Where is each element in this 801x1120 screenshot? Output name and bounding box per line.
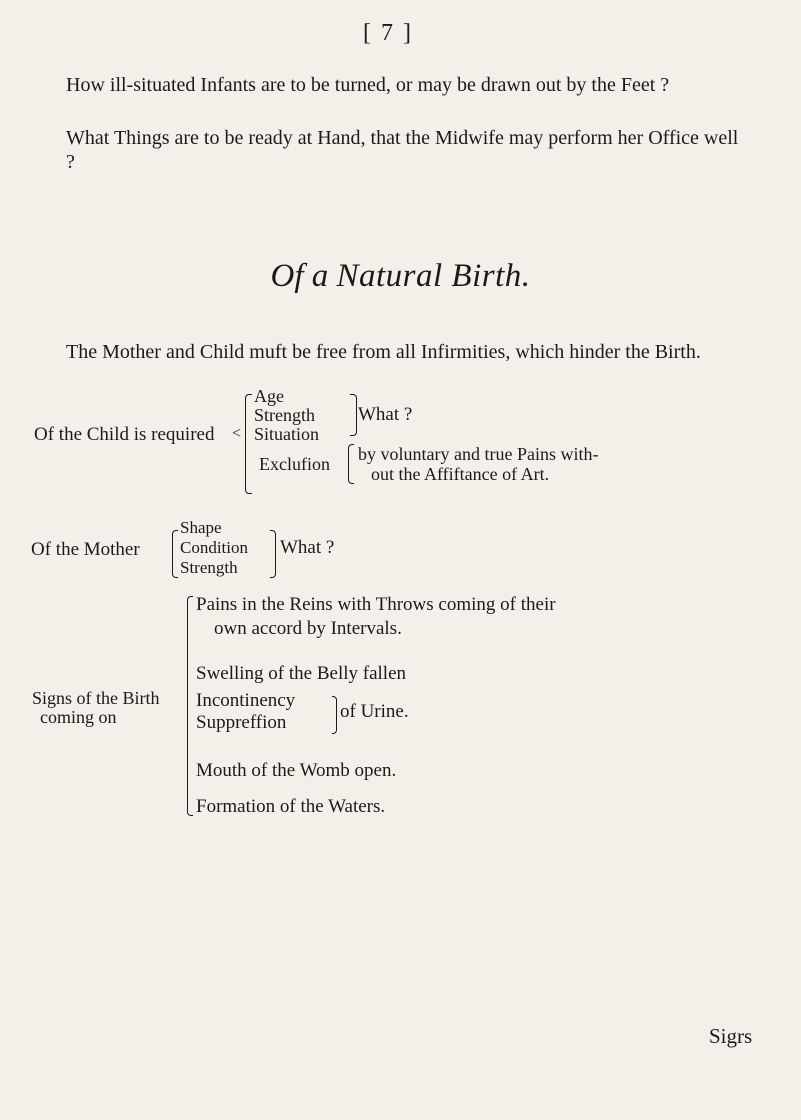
child-item-age: Age [254, 386, 284, 406]
urine-brace [332, 696, 337, 734]
signs-label-1: Signs of the Birth [32, 688, 160, 708]
signs-mouth: Mouth of the Womb open. [196, 760, 397, 781]
question-1: How ill-situated Infants are to be turned, or may be drawn out by the Feet ? [66, 74, 670, 96]
child-right-brace [350, 394, 357, 436]
heading-title: Natural Birth. [336, 258, 531, 294]
mother-right-brace [270, 530, 276, 578]
catchword: Sigrs [709, 1024, 753, 1048]
signs-formation: Formation of the Waters. [196, 796, 386, 817]
signs-incontinency: Incontinency [196, 690, 296, 711]
child-label: Of the Child is required [34, 424, 215, 445]
child-item-situation: Situation [254, 424, 320, 444]
exclusion-note-2: out the Affiftance of Art. [371, 464, 550, 484]
child-left-brace [245, 394, 252, 494]
mother-left-brace [172, 530, 178, 578]
exclusion-note-1: by voluntary and true Pains with- [358, 444, 599, 464]
question-2: What Things are to be ready at Hand, that the Midwife may perform her Office well ? [66, 127, 739, 173]
mother-item-shape: Shape [180, 518, 222, 537]
mother-item-condition: Condition [180, 538, 249, 557]
child-brace-point: < [232, 425, 242, 442]
intro-paragraph: The Mother and Child muft be free from all Infirmities, which hinder the Birth. [66, 341, 701, 363]
mother-item-strength: Strength [180, 558, 238, 577]
section-heading [0, 258, 801, 295]
exclusion-brace [348, 444, 354, 484]
signs-urine: of Urine. [340, 701, 409, 722]
signs-suppression: Suppreffion [196, 712, 287, 733]
child-what: What ? [358, 404, 413, 425]
mother-label: Of the Mother [31, 539, 140, 560]
heading-prefix: Of a [270, 258, 329, 294]
signs-pains-1: Pains in the Reins with Throws coming of their [196, 594, 556, 615]
page-number: [ 7 ] [363, 20, 413, 46]
child-exclusion: Exclufion [259, 454, 330, 474]
mother-what: What ? [280, 537, 335, 558]
signs-pains-2: own accord by Intervals. [214, 618, 402, 639]
child-item-strength: Strength [254, 405, 315, 425]
signs-label-2: coming on [40, 707, 117, 727]
signs-left-brace [187, 596, 193, 816]
signs-swelling: Swelling of the Belly fallen [196, 663, 407, 684]
